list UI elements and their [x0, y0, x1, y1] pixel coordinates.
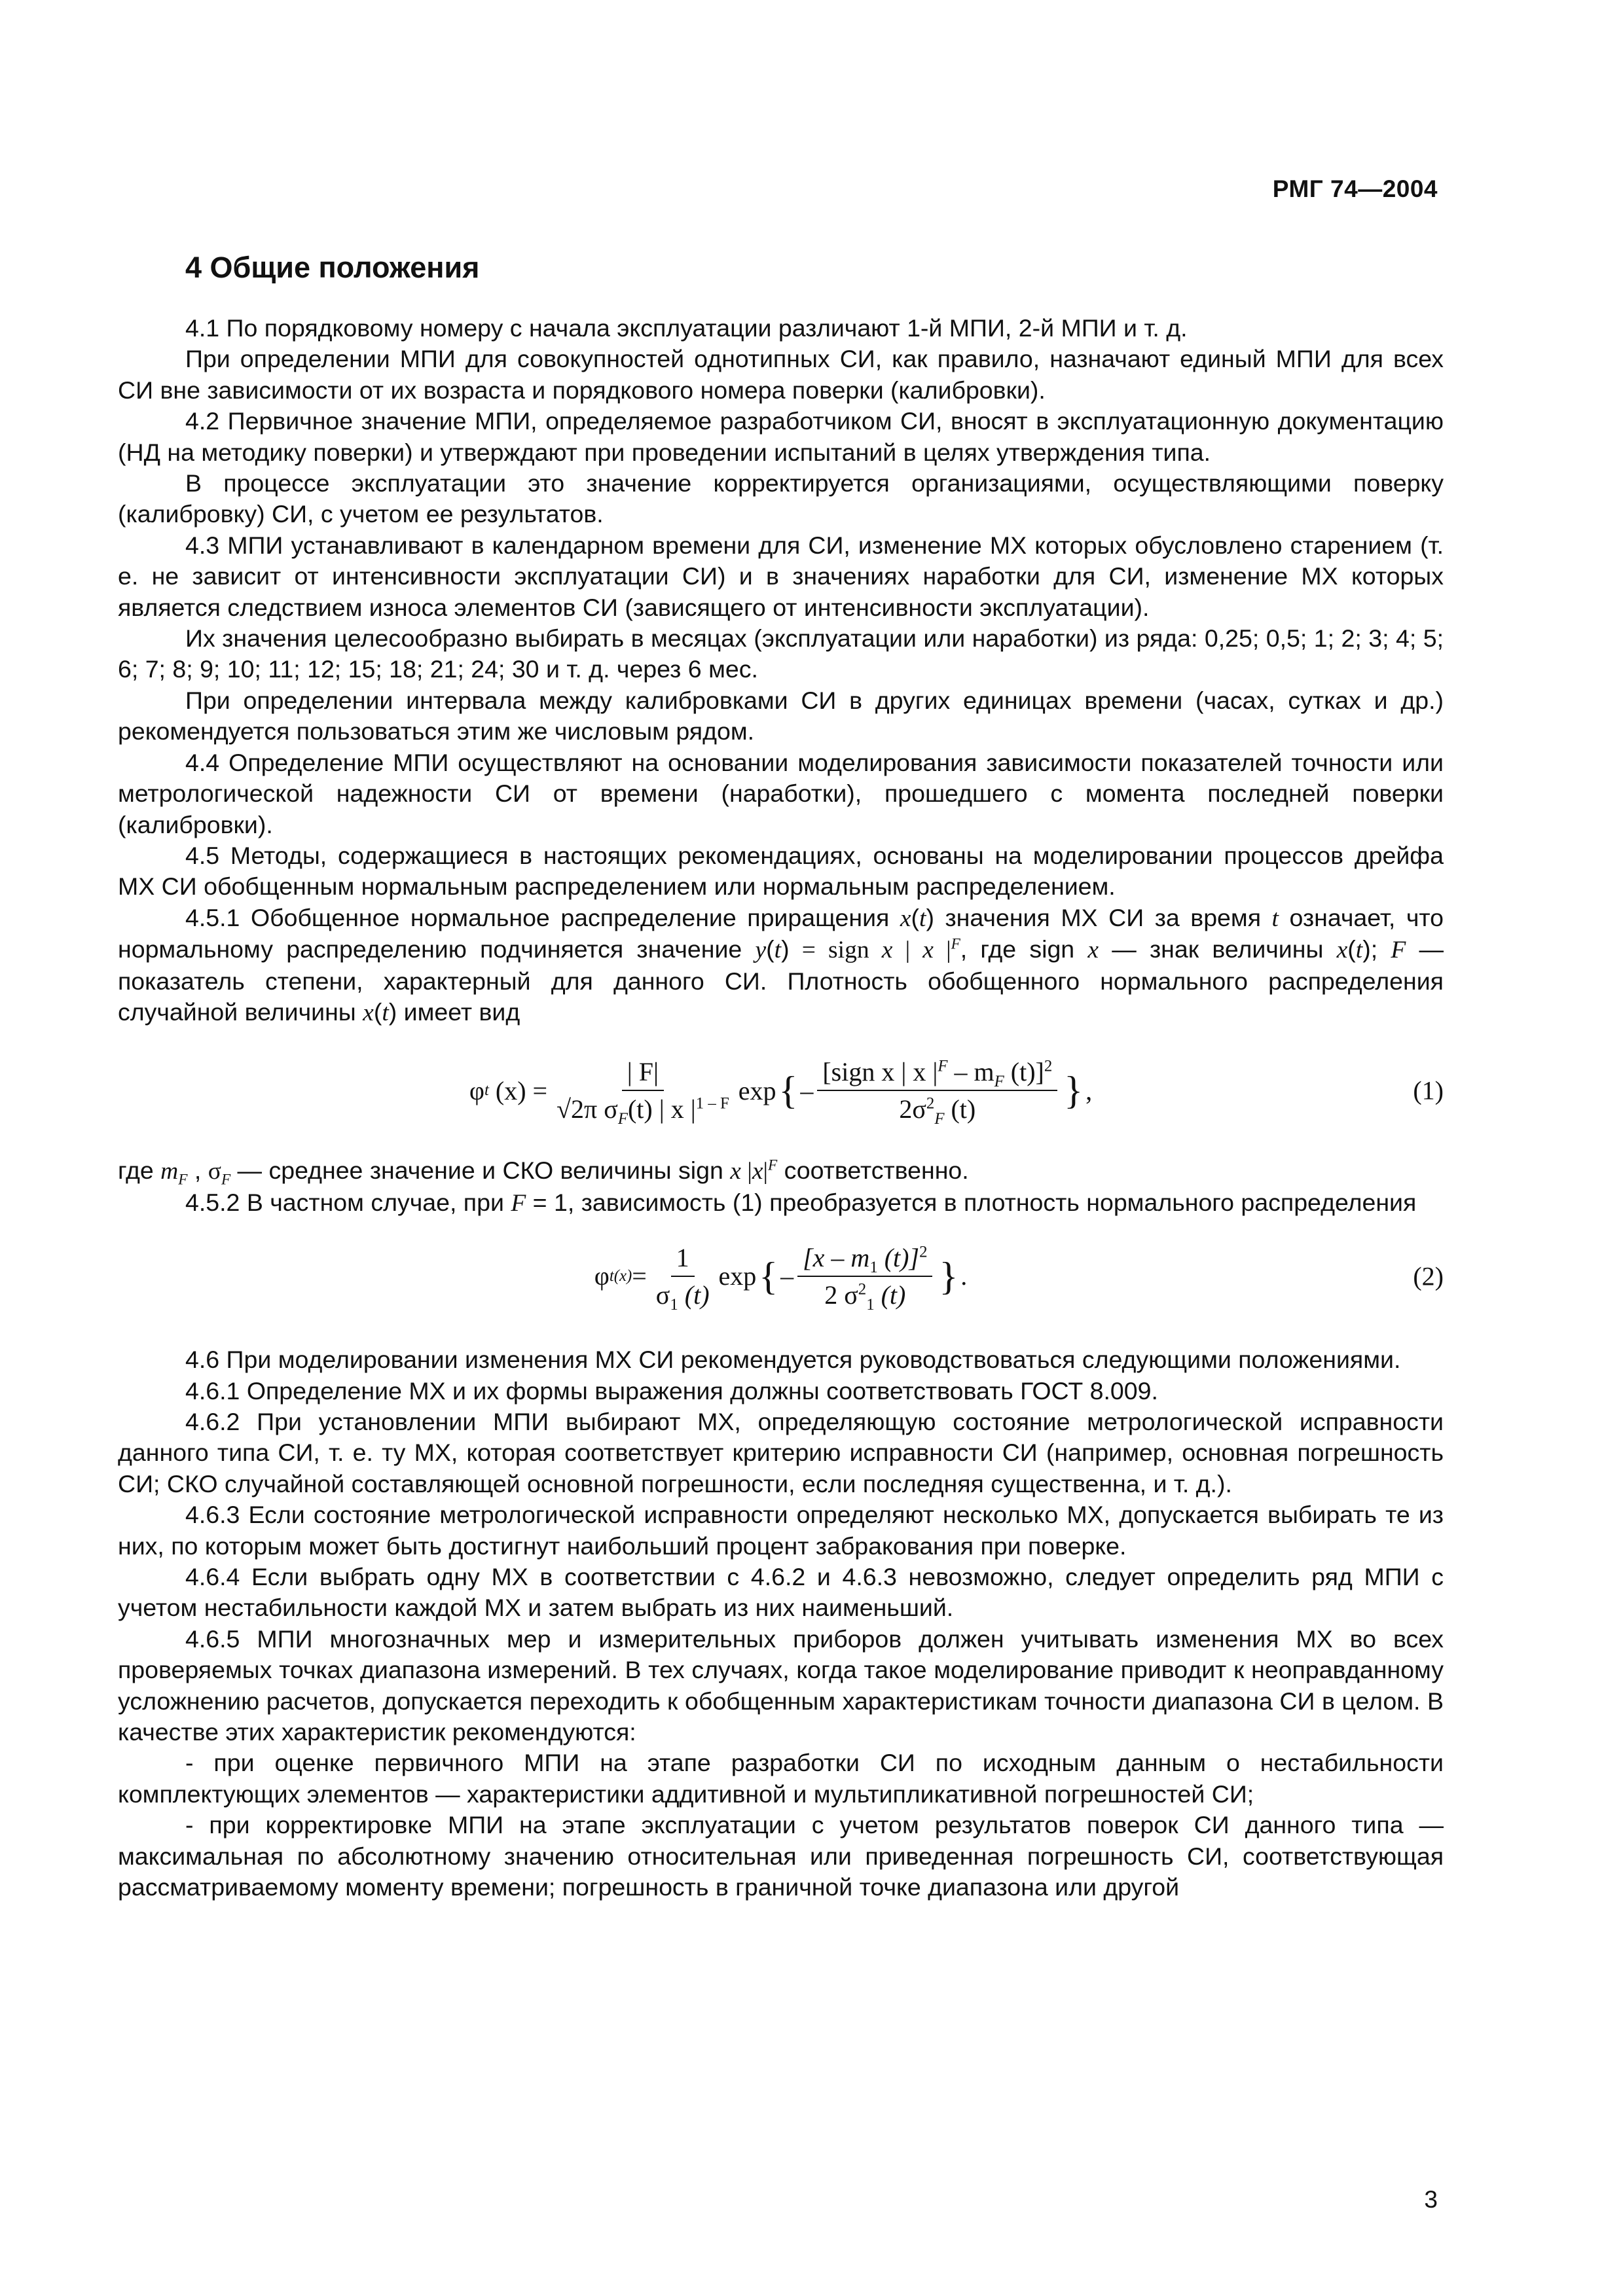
formula-2	[118, 1228, 1444, 1325]
paragraph-4-6-5: 4.6.5 МПИ многозначных мер и измерительных приборов должен учитывать изменения МХ во всех проверяемых точках диапазона измерений. В тех случаях, когда такое моделирование приводит к неоправданному усложнению расчетов, допускается переходить к обобщенным характеристикам точности диапазона СИ в целом. В качестве этих характеристик рекомендуются:	[118, 1624, 1444, 1746]
formula-2-fraction-2: $\frac{[x - m_1 (t)]^2}{2 \sigma^2_1 (t)}$	[797, 1242, 932, 1311]
equation-number-1: (1)	[1413, 1075, 1444, 1105]
section-title: 4 Общие положения	[185, 251, 480, 284]
paragraph-4-2: 4.2 Первичное значение МПИ, определяемое разработчиком СИ, вносят в эксплуатационную документацию (НД на методику поверки) и утверждают при проведении испытаний в целях утверждения типа.	[118, 407, 1444, 466]
paragraph-4-6-1: 4.6.1 Определение МХ и их формы выражения должны соответствовать ГОСТ 8.009.	[185, 1376, 1158, 1405]
paragraph-4-6: 4.6 При моделировании изменения МХ СИ рекомендуется руководствоваться следующими положениями.	[185, 1346, 1401, 1374]
paragraph-where: где $m_F$ , $\sigma_F$ — среднее значение и СКО величины sign x $|x|^F$ соответственно.	[118, 1157, 969, 1189]
paragraph-4-5-2: 4.5.2 В частном случае, при F = 1, зависимость (1) преобразуется в плотность нормального распределения	[185, 1188, 1417, 1217]
formula-1-fraction-1: $\frac{| F|}{√2\pi \sigma_F(t) | x |^{1 - F}}$	[556, 1056, 729, 1128]
formula-2-expression: φ t(x) = $\frac{1}{\sigma_1 (t)}$ exp { – $\frac{[x - m_1 (t)]^2}{2 \sigma^2_1 (t)}$ } .	[594, 1242, 968, 1314]
paragraph-4-6-2: 4.6.2 При установлении МПИ выбирают МХ, определяющую состояние метрологической исправности данного типа СИ, т. е. ту МХ, которая соответствует критерию исправности СИ (например, основная погрешность СИ; СКО случайной составляющей основной погрешности, если последняя существенна, и т. д.).	[118, 1407, 1444, 1498]
formula-2-fraction-1: $\frac{1}{\sigma_1 (t)}$	[655, 1242, 710, 1314]
paragraph-4-5: 4.5 Методы, содержащиеся в настоящих рекомендациях, основаны на моделировании процессов дрейфа МХ СИ обобщенным нормальным распределением или нормальным распределением.	[118, 841, 1444, 901]
paragraph-4-6-4: 4.6.4 Если выбрать одну МХ в соответствии с 4.6.2 и 4.6.3 невозможно, следует определить ряд МПИ с учетом нестабильности каждой МХ и затем выбрать из них наименьший.	[118, 1563, 1444, 1622]
paragraph: При определении МПИ для совокупностей однотипных СИ, как правило, назначают единый МПИ для всех СИ вне зависимости от их возраста и порядкового номера поверки (калибровки).	[118, 345, 1444, 404]
paragraph: В процессе эксплуатации это значение корректируется организациями, осуществляющими поверку (калибровку) СИ, с учетом ее результатов.	[118, 469, 1444, 528]
equation-number-2: (2)	[1413, 1261, 1444, 1291]
paragraph-4-1: 4.1 По порядковому номеру с начала эксплуатации различают 1-й МПИ, 2-й МПИ и т. д.	[185, 314, 1188, 342]
page-number: 3	[1424, 2186, 1438, 2213]
paragraph-4-4: 4.4 Определение МПИ осуществляют на основании моделирования зависимости показателей точности или метрологической надежности СИ от времени (наработки), прошедшего с момента последней поверки (калибровки).	[118, 748, 1444, 838]
paragraph-4-6-3: 4.6.3 Если состояние метрологической исправности определяют несколько МХ, допускается выбирать те из них, по которым может быть достигнут наибольший процент забракования при поверке.	[118, 1501, 1444, 1560]
formula-1-expression: φ t (x) = $\frac{| F|}{√2\pi \sigma_F(t) | x |^{1 - F}}$ exp { – $\frac{[sign x | x |^F - m_F (t)]^2}{2\sigma^2_F (t)}$ } ,	[469, 1056, 1093, 1128]
paragraph-4-5-1: 4.5.1 Обобщенное нормальное распределение приращения x(t) значения МХ СИ за время t означает, что нормальному распределению подчиняется значение y(t) = sign x | x $|^F$, где sign x — знак величины x(t); F — показатель степени, характерный для данного СИ. Плотность обобщенного нормального распределения случайной величины x(t) имеет вид	[118, 903, 1444, 1026]
paragraph-4-3: 4.3 МПИ устанавливают в календарном времени для СИ, изменение МХ которых обусловлено старением (т. е. не зависит от интенсивности эксплуатации СИ) и в значениях наработки для СИ, изменение МХ которых является следствием износа элементов СИ (зависящего от интенсивности эксплуатации).	[118, 531, 1444, 621]
formula-1	[118, 1035, 1444, 1146]
document-body	[118, 313, 1444, 1903]
paragraph: Их значения целесообразно выбирать в месяцах (эксплуатации или наработки) из ряда: 0,25; 0,5; 1; 2; 3; 4; 5; 6; 7; 8; 9; 10; 11; 12; 15; 18; 21; 24; 30 и т. д. через 6 мес.	[118, 624, 1444, 683]
formula-1-fraction-2: $\frac{[sign x | x |^F - m_F (t)]^2}{2\sigma^2_F (t)}$	[817, 1056, 1057, 1125]
list-item: - при оценке первичного МПИ на этапе разработки СИ по исходным данным о нестабильности комплектующих элементов — характеристики аддитивной и мультипликативной погрешностей СИ;	[118, 1749, 1444, 1808]
list-item: - при корректировке МПИ на этапе эксплуатации с учетом результатов поверок СИ данного типа — максимальная по абсолютному значению относительная или приведенная погрешность СИ, соответствующая рассматриваемому моменту времени; погрешность в граничной точке диапазона или другой	[118, 1811, 1444, 1901]
document-code: РМГ 74—2004	[1272, 175, 1438, 202]
paragraph: При определении интервала между калибровками СИ в других единицах времени (часах, сутках и др.) рекомендуется пользоваться этим же числовым рядом.	[118, 686, 1444, 745]
